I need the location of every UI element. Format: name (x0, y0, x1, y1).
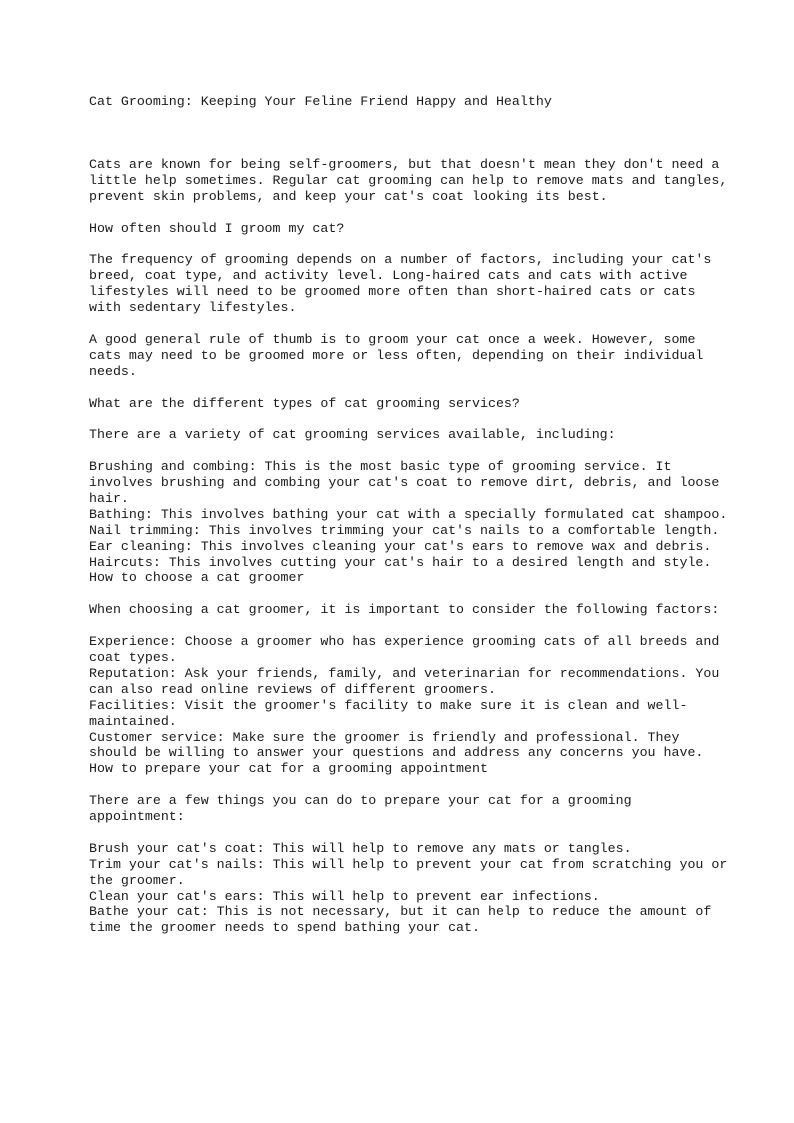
list-item: Bathe your cat: This is not necessary, but it can help to reduce the amount of time the groomer needs to spend bathing your cat. (89, 904, 720, 936)
list-item: Brush your cat's coat: This will help to remove any mats or tangles. (89, 840, 632, 856)
list-item: Ear cleaning: This involves cleaning your cat's ears to remove wax and debris. (89, 538, 712, 554)
list-item: Trim your cat's nails: This will help to prevent your cat from scratching you or the groomer. (89, 856, 736, 888)
document-body (89, 157, 736, 936)
rule-of-thumb-paragraph: A good general rule of thumb is to groom your cat once a week. However, some cats may need to be groomed more or less often, depending on their individual needs. (89, 331, 712, 379)
list-item: Bathing: This involves bathing your cat with a specially formulated cat shampoo. (89, 506, 728, 522)
services-list (89, 459, 729, 570)
question-how-often: How often should I groom my cat? (89, 220, 345, 236)
list-item: Nail trimming: This involves trimming your cat's nails to a comfortable length. (89, 522, 720, 538)
prepare-paragraph: There are a few things you can do to prepare your cat for a grooming appointment: (89, 793, 640, 825)
list-item: Clean your cat's ears: This will help to prevent ear infections. (89, 888, 600, 904)
factors-list (89, 634, 729, 761)
list-item: Reputation: Ask your friends, family, and veterinarian for recommendations. You can also read online reviews of different groomers. (89, 665, 728, 697)
variety-paragraph: There are a variety of cat grooming services available, including: (89, 427, 616, 443)
list-item: Experience: Choose a groomer who has experience grooming cats of all breeds and coat types. (89, 634, 728, 665)
list-item: Haircuts: This involves cutting your cat's hair to a desired length and style. (89, 554, 712, 570)
heading-prepare-cat: How to prepare your cat for a grooming appointment (89, 761, 488, 777)
intro-paragraph: Cats are known for being self-groomers, but that doesn't mean they don't need a little help sometimes. Regular cat grooming can help to remove mats and tangles, prevent skin problems, and keep your cat's coat looking its best. (89, 157, 736, 204)
question-service-types: What are the different types of cat grooming services? (89, 395, 520, 411)
prep-steps-list (89, 840, 736, 936)
choosing-paragraph: When choosing a cat groomer, it is important to consider the following factors: (89, 602, 720, 618)
list-item: Facilities: Visit the groomer's facility to make sure it is clean and well-maintained. (89, 697, 688, 729)
heading-choose-groomer: How to choose a cat groomer (89, 570, 305, 586)
list-item: Customer service: Make sure the groomer is friendly and professional. They should be willing to answer your questions and address any concerns you have. (89, 729, 704, 761)
frequency-paragraph: The frequency of grooming depends on a number of factors, including your cat's breed, coat type, and activity level. Long-haired cats and cats with active lifestyles will need to be groomed more often than short-haired cats or cats with sedentary lifestyles. (89, 252, 720, 316)
document-title: Cat Grooming: Keeping Your Feline Friend Happy and Healthy (89, 94, 552, 109)
list-item: Brushing and combing: This is the most basic type of grooming service. It involves brushing and combing your cat's coat to remove dirt, debris, and loose hair. (89, 459, 728, 506)
